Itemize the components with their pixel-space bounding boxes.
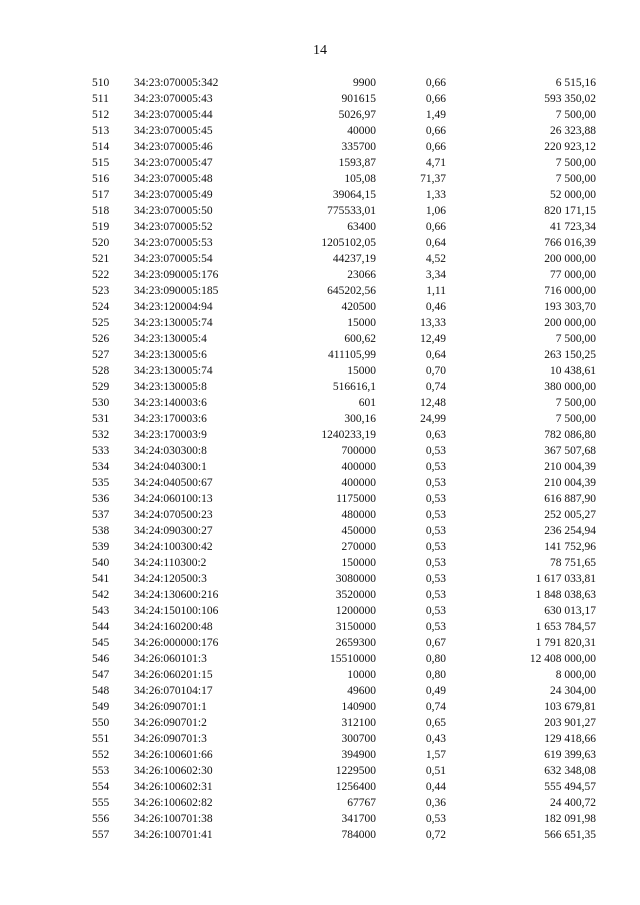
cost-value: 555 494,57 (544, 781, 596, 793)
table-row (92, 107, 596, 123)
cadastral-number: 34:23:170003:6 (134, 413, 207, 425)
cost-value: 8 000,00 (555, 669, 596, 681)
rate-value: 0,65 (425, 717, 446, 729)
rate-value: 1,33 (425, 189, 446, 201)
cost-value: 193 303,70 (544, 301, 596, 313)
cost-value: 1 653 784,57 (535, 621, 596, 633)
area-value: 341700 (341, 813, 376, 825)
cost-value: 619 399,63 (544, 749, 596, 761)
table-row (92, 523, 596, 539)
cadastral-number: 34:24:060100:13 (134, 493, 213, 505)
row-number: 551 (92, 733, 110, 745)
cost-value: 210 004,39 (544, 477, 596, 489)
area-value: 3150000 (335, 621, 376, 633)
cost-value: 1 791 820,31 (535, 637, 596, 649)
table-row (92, 699, 596, 715)
row-number: 538 (92, 525, 110, 537)
row-number: 533 (92, 445, 110, 457)
cadastral-number: 34:23:070005:46 (134, 141, 213, 153)
cost-value: 24 400,72 (550, 797, 596, 809)
cadastral-number: 34:26:090701:1 (134, 701, 207, 713)
rate-value: 0,80 (425, 669, 446, 681)
table-row (92, 155, 596, 171)
cost-value: 24 304,00 (550, 685, 596, 697)
cost-value: 766 016,39 (544, 237, 596, 249)
table-row (92, 139, 596, 155)
cadastral-number: 34:23:070005:43 (134, 93, 213, 105)
area-value: 1229500 (335, 765, 376, 777)
row-number: 535 (92, 477, 110, 489)
row-number: 525 (92, 317, 110, 329)
area-value: 400000 (341, 477, 376, 489)
table-row (92, 651, 596, 667)
rate-value: 12,49 (420, 333, 446, 345)
cadastral-number: 34:26:100602:31 (134, 781, 213, 793)
row-number: 518 (92, 205, 110, 217)
area-value: 3520000 (335, 589, 376, 601)
cost-value: 716 000,00 (544, 285, 596, 297)
area-value: 23066 (347, 269, 376, 281)
rate-value: 0,49 (425, 685, 446, 697)
area-value: 775533,01 (327, 205, 376, 217)
rate-value: 0,74 (425, 381, 446, 393)
cost-value: 632 348,08 (544, 765, 596, 777)
cadastral-number: 34:26:060201:15 (134, 669, 213, 681)
cost-value: 367 507,68 (544, 445, 596, 457)
area-value: 601 (358, 397, 376, 409)
cadastral-number: 34:23:130005:6 (134, 349, 207, 361)
table-row (92, 187, 596, 203)
cadastral-number: 34:24:030300:8 (134, 445, 207, 457)
table-row (92, 635, 596, 651)
cost-value: 7 500,00 (555, 333, 596, 345)
area-value: 1593,87 (338, 157, 376, 169)
table-row (92, 123, 596, 139)
cadastral-number: 34:23:170003:9 (134, 429, 207, 441)
cost-value: 182 091,98 (544, 813, 596, 825)
cost-value: 103 679,81 (544, 701, 596, 713)
cost-value: 820 171,15 (544, 205, 596, 217)
table-row (92, 363, 596, 379)
rate-value: 0,67 (425, 637, 446, 649)
rate-value: 24,99 (420, 413, 446, 425)
rate-value: 0,53 (425, 509, 446, 521)
table-row (92, 203, 596, 219)
cost-value: 782 086,80 (544, 429, 596, 441)
area-value: 645202,56 (327, 285, 376, 297)
cost-value: 7 500,00 (555, 397, 596, 409)
table-row (92, 267, 596, 283)
cadastral-number: 34:24:110300:2 (134, 557, 207, 569)
rate-value: 0,53 (425, 621, 446, 633)
rate-value: 12,48 (420, 397, 446, 409)
rate-value: 0,43 (425, 733, 446, 745)
cost-value: 252 005,27 (544, 509, 596, 521)
row-number: 527 (92, 349, 110, 361)
table-row (92, 411, 596, 427)
cadastral-number: 34:24:150100:106 (134, 605, 219, 617)
area-value: 700000 (341, 445, 376, 457)
row-number: 544 (92, 621, 110, 633)
area-value: 300700 (341, 733, 376, 745)
cadastral-number: 34:26:100602:30 (134, 765, 213, 777)
rate-value: 1,49 (425, 109, 446, 121)
table-row (92, 763, 596, 779)
cost-value: 10 438,61 (550, 365, 596, 377)
cost-value: 7 500,00 (555, 413, 596, 425)
rate-value: 4,71 (425, 157, 446, 169)
row-number: 539 (92, 541, 110, 553)
cadastral-number: 34:23:120004:94 (134, 301, 213, 313)
area-value: 1205102,05 (321, 237, 376, 249)
table-row (92, 795, 596, 811)
cadastral-number: 34:26:000000:176 (134, 637, 219, 649)
cadastral-number: 34:23:070005:52 (134, 221, 213, 233)
area-value: 411105,99 (327, 349, 376, 361)
table-row (92, 219, 596, 235)
table-row (92, 299, 596, 315)
table-row (92, 747, 596, 763)
cadastral-number: 34:24:070500:23 (134, 509, 213, 521)
cadastral-number: 34:23:130005:8 (134, 381, 207, 393)
rate-value: 0,44 (425, 781, 446, 793)
row-number: 526 (92, 333, 110, 345)
cadastral-number: 34:23:070005:54 (134, 253, 213, 265)
table-row (92, 427, 596, 443)
table-row (92, 475, 596, 491)
table-row (92, 235, 596, 251)
cost-value: 7 500,00 (555, 109, 596, 121)
parcel-table (92, 75, 596, 843)
row-number: 541 (92, 573, 110, 585)
table-row (92, 251, 596, 267)
row-number: 542 (92, 589, 110, 601)
area-value: 15000 (347, 317, 376, 329)
rate-value: 0,36 (425, 797, 446, 809)
rate-value: 1,06 (425, 205, 446, 217)
area-value: 5026,97 (338, 109, 376, 121)
rate-value: 1,11 (426, 285, 446, 297)
table-row (92, 315, 596, 331)
rate-value: 0,66 (425, 93, 446, 105)
area-value: 270000 (341, 541, 376, 553)
area-value: 150000 (341, 557, 376, 569)
cadastral-number: 34:23:090005:185 (134, 285, 219, 297)
cadastral-number: 34:23:070005:48 (134, 173, 213, 185)
table-row (92, 555, 596, 571)
table-row (92, 283, 596, 299)
rate-value: 0,53 (425, 493, 446, 505)
area-value: 1200000 (335, 605, 376, 617)
table-row (92, 491, 596, 507)
cadastral-number: 34:26:060101:3 (134, 653, 207, 665)
table-row (92, 379, 596, 395)
area-value: 335700 (341, 141, 376, 153)
table-row (92, 587, 596, 603)
area-value: 105,08 (344, 173, 376, 185)
row-number: 556 (92, 813, 110, 825)
cadastral-number: 34:23:090005:176 (134, 269, 219, 281)
rate-value: 1,57 (425, 749, 446, 761)
cadastral-number: 34:23:140003:6 (134, 397, 207, 409)
rate-value: 0,80 (425, 653, 446, 665)
area-value: 1240233,19 (321, 429, 376, 441)
rate-value: 0,53 (425, 813, 446, 825)
table-row (92, 715, 596, 731)
cost-value: 41 723,34 (550, 221, 596, 233)
rate-value: 0,53 (425, 477, 446, 489)
table-row (92, 731, 596, 747)
cadastral-number: 34:23:130005:4 (134, 333, 207, 345)
area-value: 394900 (341, 749, 376, 761)
cost-value: 52 000,00 (550, 189, 596, 201)
rate-value: 0,63 (425, 429, 446, 441)
cadastral-number: 34:23:070005:47 (134, 157, 213, 169)
row-number: 515 (92, 157, 110, 169)
table-row (92, 75, 596, 91)
cost-value: 77 000,00 (550, 269, 596, 281)
area-value: 44237,19 (332, 253, 376, 265)
row-number: 545 (92, 637, 110, 649)
cost-value: 210 004,39 (544, 461, 596, 473)
rate-value: 0,53 (425, 445, 446, 457)
row-number: 510 (92, 77, 110, 89)
cost-value: 141 752,96 (544, 541, 596, 553)
table-row (92, 571, 596, 587)
rate-value: 0,53 (425, 573, 446, 585)
row-number: 532 (92, 429, 110, 441)
rate-value: 0,51 (425, 765, 446, 777)
cadastral-number: 34:23:070005:49 (134, 189, 213, 201)
cadastral-number: 34:24:100300:42 (134, 541, 213, 553)
row-number: 549 (92, 701, 110, 713)
row-number: 546 (92, 653, 110, 665)
cost-value: 6 515,16 (555, 77, 596, 89)
area-value: 600,62 (344, 333, 376, 345)
row-number: 514 (92, 141, 110, 153)
row-number: 520 (92, 237, 110, 249)
rate-value: 0,74 (425, 701, 446, 713)
area-value: 15000 (347, 365, 376, 377)
cadastral-number: 34:23:130005:74 (134, 317, 213, 329)
cadastral-number: 34:26:100701:38 (134, 813, 213, 825)
cadastral-number: 34:26:070104:17 (134, 685, 213, 697)
area-value: 40000 (347, 125, 376, 137)
rate-value: 0,66 (425, 77, 446, 89)
cadastral-number: 34:24:160200:48 (134, 621, 213, 633)
cadastral-number: 34:23:070005:45 (134, 125, 213, 137)
cost-value: 12 408 000,00 (529, 653, 596, 665)
row-number: 530 (92, 397, 110, 409)
rate-value: 0,53 (425, 605, 446, 617)
table-row (92, 667, 596, 683)
row-number: 534 (92, 461, 110, 473)
rate-value: 0,46 (425, 301, 446, 313)
cost-value: 236 254,94 (544, 525, 596, 537)
row-number: 550 (92, 717, 110, 729)
table-row (92, 779, 596, 795)
row-number: 512 (92, 109, 110, 121)
area-value: 39064,15 (332, 189, 376, 201)
cadastral-number: 34:24:090300:27 (134, 525, 213, 537)
cadastral-number: 34:23:070005:50 (134, 205, 213, 217)
cost-value: 630 013,17 (544, 605, 596, 617)
area-value: 1175000 (336, 493, 376, 505)
area-value: 312100 (341, 717, 376, 729)
table-row (92, 539, 596, 555)
cadastral-number: 34:23:070005:342 (134, 77, 219, 89)
rate-value: 4,52 (425, 253, 446, 265)
area-value: 450000 (341, 525, 376, 537)
cost-value: 616 887,90 (544, 493, 596, 505)
rate-value: 0,53 (425, 589, 446, 601)
cost-value: 203 901,27 (544, 717, 596, 729)
table-row (92, 811, 596, 827)
row-number: 524 (92, 301, 110, 313)
table-row (92, 603, 596, 619)
table-row (92, 443, 596, 459)
area-value: 3080000 (335, 573, 376, 585)
row-number: 543 (92, 605, 110, 617)
rate-value: 0,72 (425, 829, 446, 841)
rate-value: 0,53 (425, 461, 446, 473)
row-number: 531 (92, 413, 110, 425)
cost-value: 263 150,25 (544, 349, 596, 361)
area-value: 2659300 (335, 637, 376, 649)
rate-value: 0,53 (425, 525, 446, 537)
area-value: 516616,1 (332, 381, 376, 393)
rate-value: 0,53 (425, 557, 446, 569)
cost-value: 380 000,00 (544, 381, 596, 393)
row-number: 537 (92, 509, 110, 521)
cost-value: 1 617 033,81 (535, 573, 596, 585)
cadastral-number: 34:23:070005:44 (134, 109, 213, 121)
table-row (92, 331, 596, 347)
area-value: 140900 (341, 701, 376, 713)
table-row (92, 827, 596, 843)
area-value: 480000 (341, 509, 376, 521)
rate-value: 0,66 (425, 221, 446, 233)
row-number: 517 (92, 189, 110, 201)
cadastral-number: 34:26:090701:3 (134, 733, 207, 745)
cadastral-number: 34:26:090701:2 (134, 717, 207, 729)
rate-value: 3,34 (425, 269, 446, 281)
row-number: 548 (92, 685, 110, 697)
cost-value: 220 923,12 (544, 141, 596, 153)
rate-value: 0,64 (425, 349, 446, 361)
row-number: 511 (92, 93, 109, 105)
row-number: 516 (92, 173, 110, 185)
row-number: 557 (92, 829, 110, 841)
row-number: 519 (92, 221, 110, 233)
row-number: 523 (92, 285, 110, 297)
rate-value: 13,33 (420, 317, 446, 329)
cadastral-number: 34:24:040300:1 (134, 461, 207, 473)
row-number: 553 (92, 765, 110, 777)
row-number: 528 (92, 365, 110, 377)
row-number: 536 (92, 493, 110, 505)
table-row (92, 347, 596, 363)
cadastral-number: 34:26:100602:82 (134, 797, 213, 809)
cost-value: 200 000,00 (544, 253, 596, 265)
rate-value: 0,66 (425, 125, 446, 137)
cadastral-number: 34:23:130005:74 (134, 365, 213, 377)
cost-value: 78 751,65 (550, 557, 596, 569)
row-number: 513 (92, 125, 110, 137)
cadastral-number: 34:23:070005:53 (134, 237, 213, 249)
parcel-table-body (92, 75, 596, 843)
page-number: 14 (313, 43, 327, 58)
area-value: 9900 (353, 77, 376, 89)
row-number: 521 (92, 253, 110, 265)
cost-value: 7 500,00 (555, 173, 596, 185)
rate-value: 0,64 (425, 237, 446, 249)
rate-value: 0,53 (425, 541, 446, 553)
cadastral-number: 34:26:100701:41 (134, 829, 213, 841)
cadastral-number: 34:24:130600:216 (134, 589, 219, 601)
row-number: 552 (92, 749, 110, 761)
area-value: 901615 (341, 93, 376, 105)
area-value: 400000 (341, 461, 376, 473)
area-value: 300,16 (344, 413, 376, 425)
rate-value: 0,70 (425, 365, 446, 377)
area-value: 420500 (341, 301, 376, 313)
cost-value: 26 323,88 (550, 125, 596, 137)
area-value: 63400 (347, 221, 376, 233)
cadastral-number: 34:24:120500:3 (134, 573, 207, 585)
cost-value: 7 500,00 (555, 157, 596, 169)
table-row (92, 91, 596, 107)
table-row (92, 683, 596, 699)
rate-value: 0,66 (425, 141, 446, 153)
row-number: 522 (92, 269, 110, 281)
table-row (92, 459, 596, 475)
table-row (92, 395, 596, 411)
cadastral-number: 34:26:100601:66 (134, 749, 213, 761)
row-number: 555 (92, 797, 110, 809)
area-value: 49600 (347, 685, 376, 697)
row-number: 540 (92, 557, 110, 569)
area-value: 784000 (341, 829, 376, 841)
row-number: 547 (92, 669, 110, 681)
area-value: 10000 (347, 669, 376, 681)
rate-value: 71,37 (420, 173, 446, 185)
table-row (92, 171, 596, 187)
row-number: 529 (92, 381, 110, 393)
cadastral-number: 34:24:040500:67 (134, 477, 213, 489)
area-value: 1256400 (335, 781, 376, 793)
cost-value: 1 848 038,63 (535, 589, 596, 601)
cost-value: 129 418,66 (544, 733, 596, 745)
table-row (92, 619, 596, 635)
area-value: 15510000 (330, 653, 376, 665)
row-number: 554 (92, 781, 110, 793)
cost-value: 593 350,02 (544, 93, 596, 105)
table-row (92, 507, 596, 523)
cost-value: 200 000,00 (544, 317, 596, 329)
cost-value: 566 651,35 (544, 829, 596, 841)
area-value: 67767 (347, 797, 376, 809)
